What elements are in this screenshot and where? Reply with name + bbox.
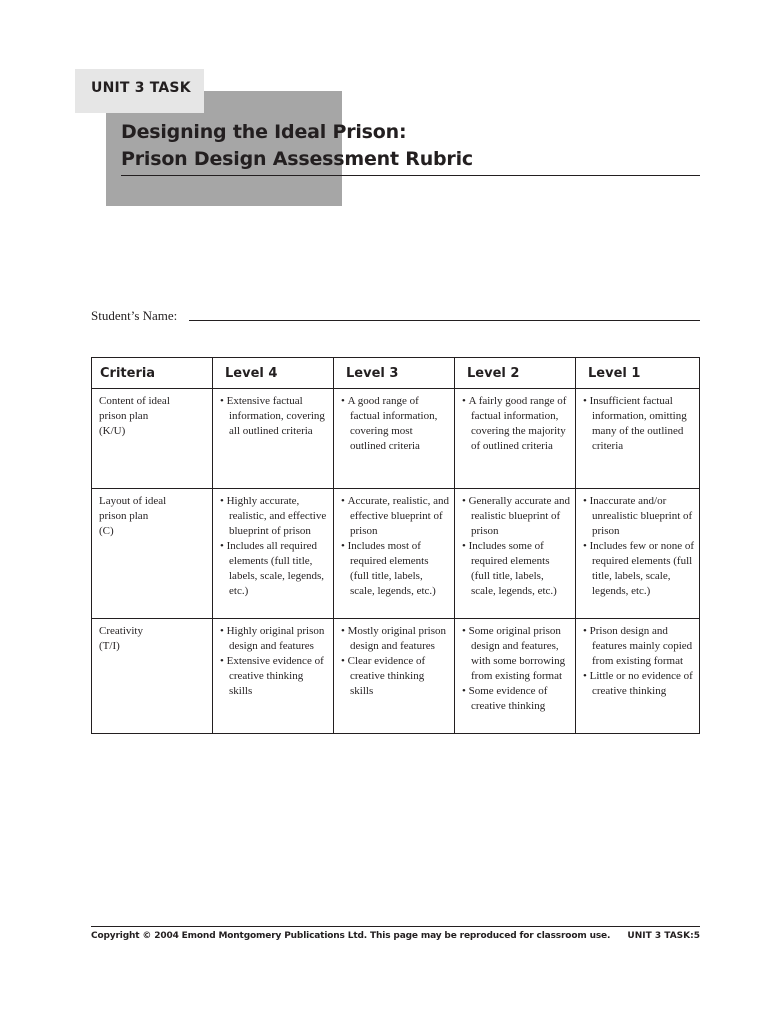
descriptor-item: • Some evidence of creative thinking [462,684,571,714]
level-cell [213,619,334,734]
rubric-row [92,619,700,734]
level-cell [334,389,455,489]
criteria-cell [92,619,213,734]
criteria-cell [92,489,213,619]
student-name-field[interactable] [189,320,700,321]
descriptor-item: • Some original prison design and features, with some borrowing from existing format [462,624,571,684]
header-level-2: Level 2 [455,358,576,389]
student-name-label: Student’s Name: [91,308,178,323]
level-cell [213,489,334,619]
level-cell [576,489,700,619]
descriptor-list [341,494,450,599]
criteria-text: Layout of ideal [99,495,167,507]
descriptor-item: • Mostly original prison design and features [341,624,450,654]
level-cell [455,389,576,489]
descriptor-item: • Extensive factual information, covering all outlined criteria [220,394,329,439]
criteria-text: (T/I) [99,640,120,652]
descriptor-list [341,394,450,454]
title-divider [121,175,700,176]
descriptor-item: • A fairly good range of factual information, covering the majority of outlined criteria [462,394,571,454]
descriptor-item: • Includes some of required elements (full title, labels, scale, legends, etc.) [462,539,571,599]
descriptor-list [462,624,571,714]
descriptor-item: • Accurate, realistic, and effective blueprint of prison [341,494,450,539]
descriptor-item: • Includes all required elements (full title, labels, scale, legends, etc.) [220,539,329,599]
descriptor-item: • Highly original prison design and features [220,624,329,654]
rubric-header-row [92,358,700,389]
criteria-text: (K/U) [99,425,126,437]
criteria-text: Content of ideal [99,395,170,407]
criteria-text: prison plan [99,510,149,522]
header-level-3: Level 3 [334,358,455,389]
descriptor-item: • A good range of factual information, covering most outlined criteria [341,394,450,454]
descriptor-list [583,394,695,454]
rubric-body [92,389,700,734]
header-criteria: Criteria [92,358,213,389]
level-cell [334,619,455,734]
level-cell [576,389,700,489]
footer-copyright: Copyright © 2004 Emond Montgomery Publications Ltd. This page may be reproduced for classroom use. [91,931,611,941]
level-cell [576,619,700,734]
footer-divider [91,926,700,927]
header-level-4: Level 4 [213,358,334,389]
descriptor-item: • Clear evidence of creative thinking skills [341,654,450,699]
title-line-2: Prison Design Assessment Rubric [121,148,473,170]
level-cell [334,489,455,619]
descriptor-item: • Extensive evidence of creative thinking skills [220,654,329,699]
unit-tag: UNIT 3 TASK [75,69,204,113]
criteria-text: prison plan [99,410,149,422]
page-title [121,119,473,173]
descriptor-list [341,624,450,699]
rubric-row [92,389,700,489]
criteria-cell [92,389,213,489]
criteria-text: Creativity [99,625,143,637]
descriptor-list [583,624,695,699]
rubric-row [92,489,700,619]
descriptor-item: • Prison design and features mainly copied from existing format [583,624,695,669]
level-cell [455,619,576,734]
descriptor-item: • Generally accurate and realistic blueprint of prison [462,494,571,539]
descriptor-list [220,624,329,699]
descriptor-list [462,494,571,599]
level-cell [455,489,576,619]
descriptor-list [220,494,329,599]
descriptor-list [462,394,571,454]
descriptor-item: • Little or no evidence of creative thinking [583,669,695,699]
footer-page-number: UNIT 3 TASK:5 [627,931,700,941]
assessment-rubric-table [91,357,700,734]
criteria-text: (C) [99,525,114,537]
descriptor-list [583,494,695,599]
title-line-1: Designing the Ideal Prison: [121,121,407,143]
level-cell [213,389,334,489]
descriptor-item: • Insufficient factual information, omitting many of the outlined criteria [583,394,695,454]
descriptor-item: • Includes few or none of required elements (full title, labels, scale, legends, etc.) [583,539,695,599]
descriptor-item: • Includes most of required elements (full title, labels, scale, legends, etc.) [341,539,450,599]
descriptor-item: • Highly accurate, realistic, and effective blueprint of prison [220,494,329,539]
descriptor-list [220,394,329,439]
descriptor-item: • Inaccurate and/or unrealistic blueprint of prison [583,494,695,539]
header-level-1: Level 1 [576,358,700,389]
